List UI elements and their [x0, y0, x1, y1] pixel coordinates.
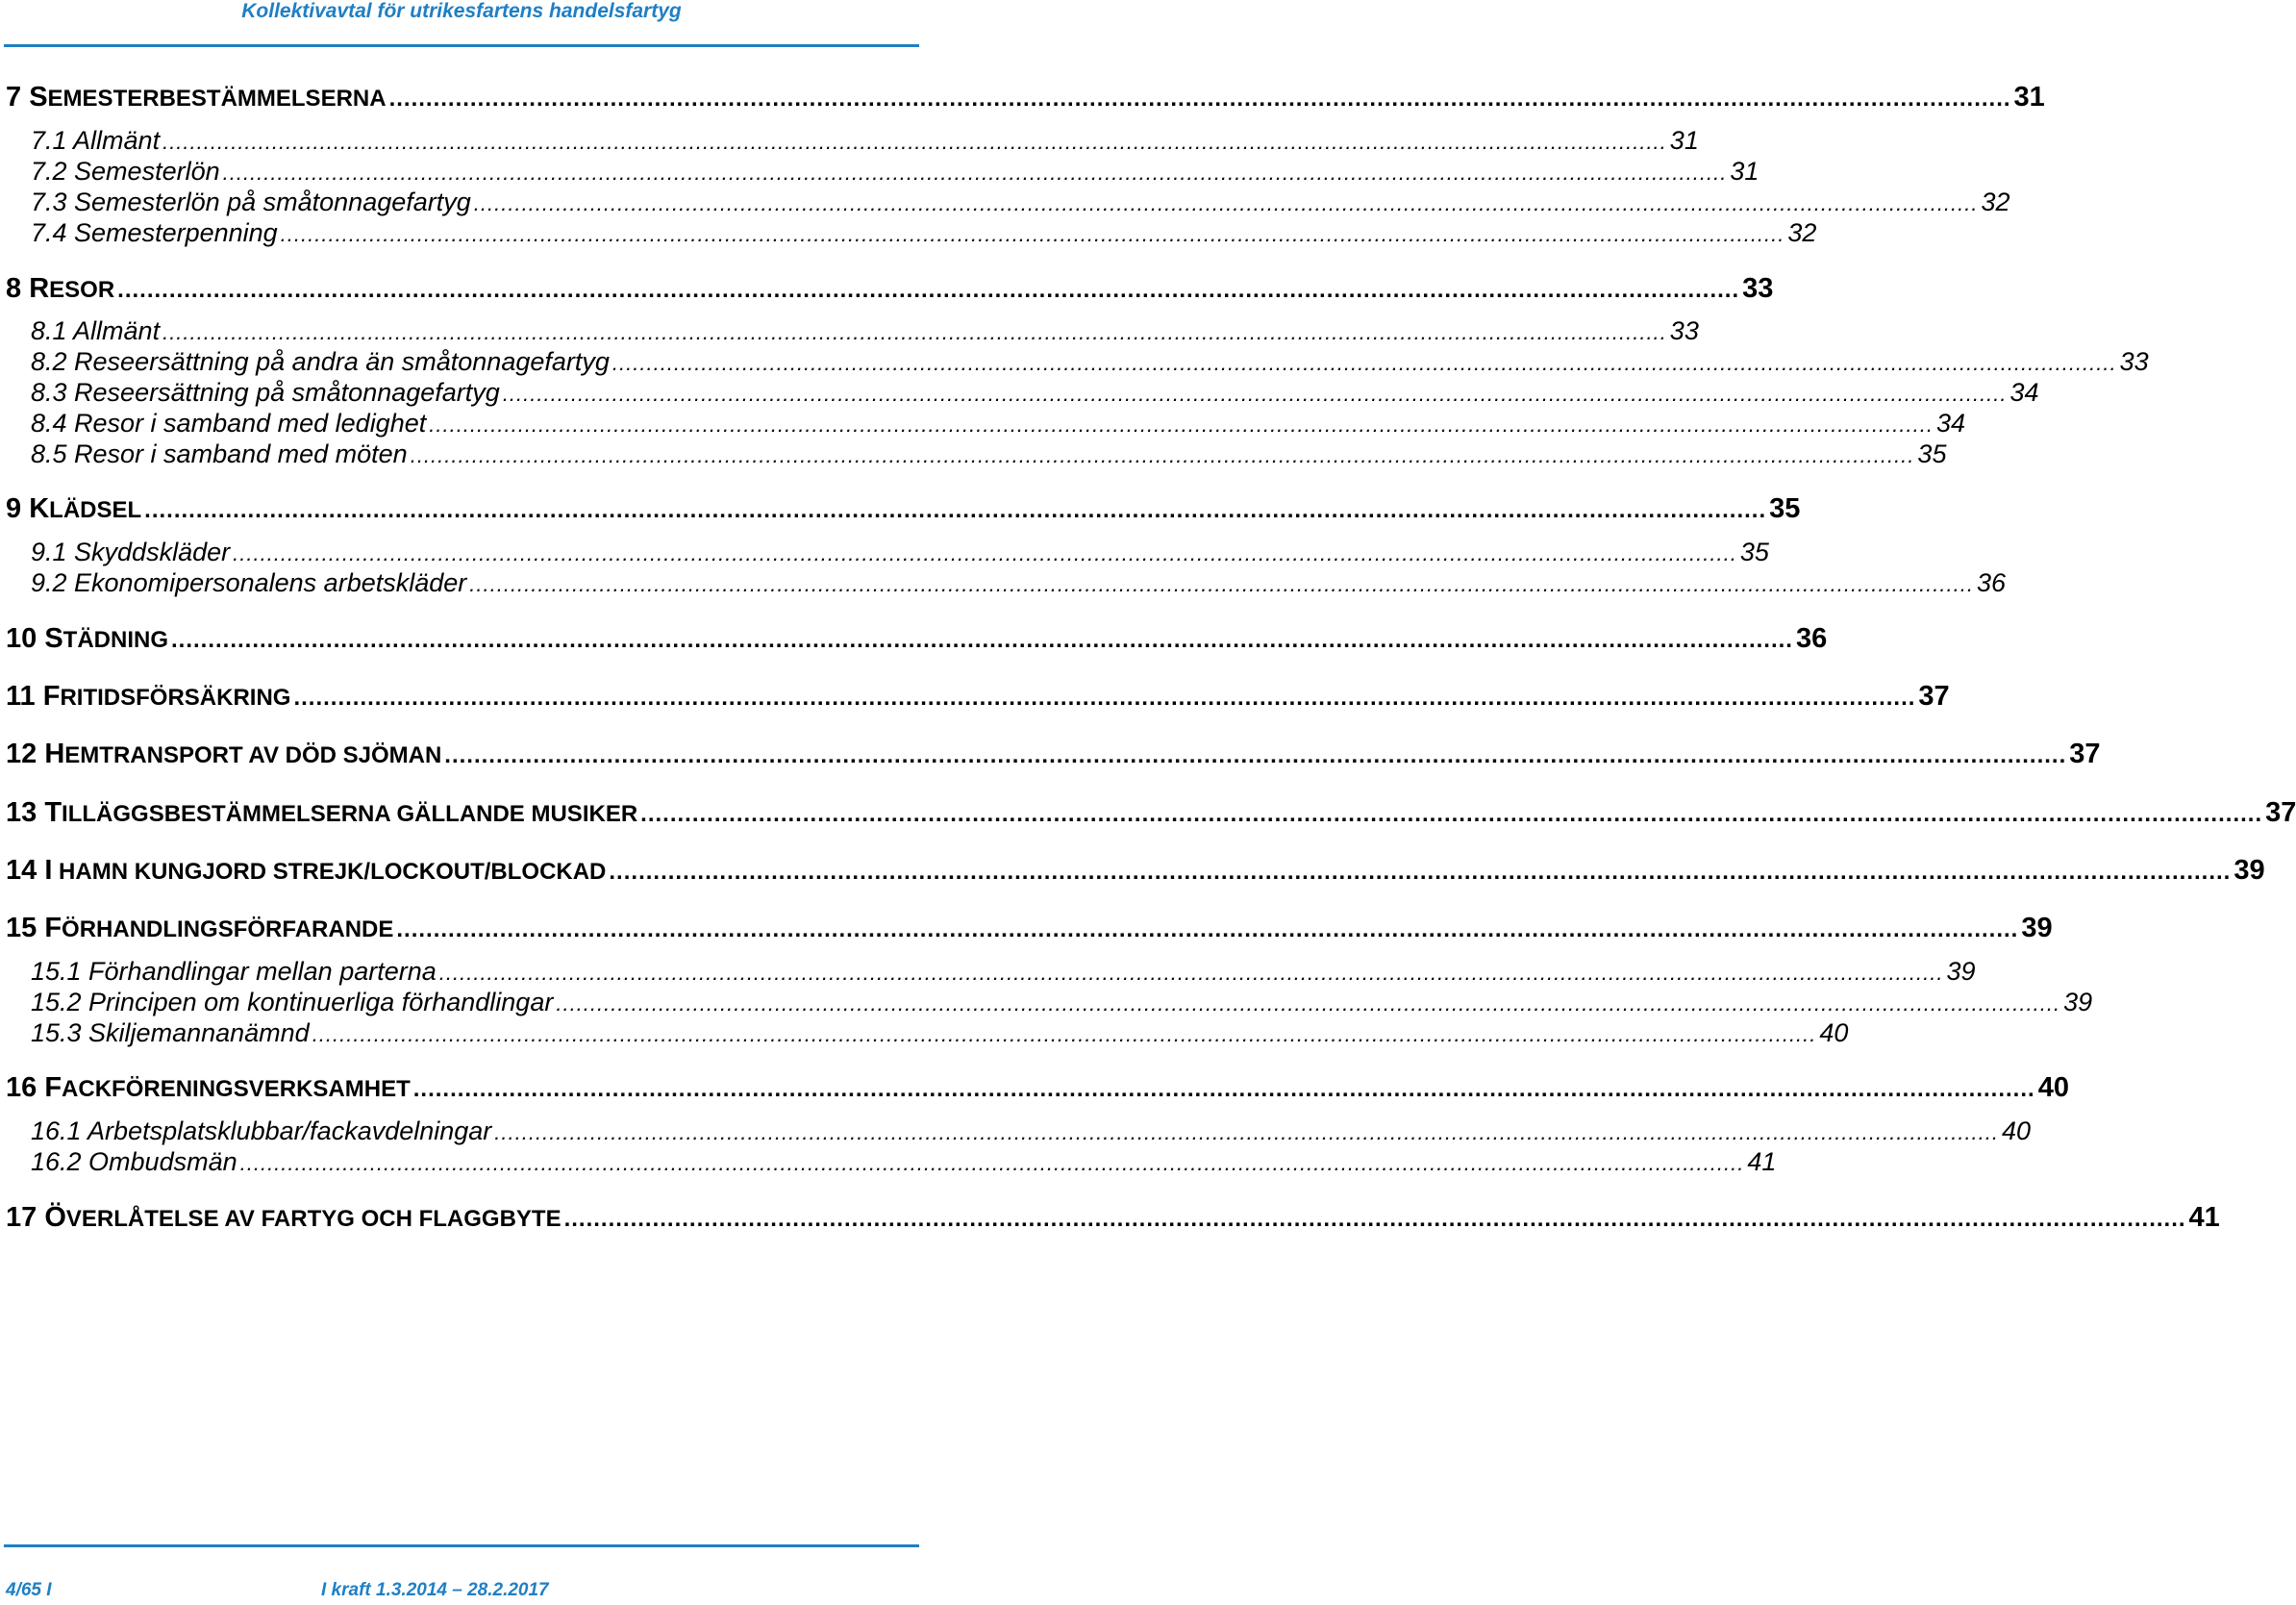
toc-entry-title: 7.3 Semesterlön på småtonnagefartyg [31, 188, 471, 216]
toc-page-number: 39 [1946, 957, 1976, 986]
toc-chapter-entry[interactable] [6, 1069, 2069, 1106]
toc-entry-title [6, 490, 141, 529]
footer-validity-period: I kraft 1.3.2014 – 28.2.2017 [321, 1580, 549, 1600]
toc-section-entry[interactable] [31, 407, 1966, 439]
toc-entry-title [6, 736, 441, 774]
toc-page-number: 40 [1819, 1018, 1849, 1047]
toc-chapter-name: HAMN KUNGJORD STREJK/LOCKOUT/BLOCKAD [52, 859, 607, 885]
toc-dot-leader: ............................................................................................................................................................................................................................ [609, 859, 2232, 885]
toc-section-entry[interactable] [31, 1145, 1777, 1178]
toc-chapter-name: ÖRHANDLINGSFÖRFARANDE [62, 916, 394, 942]
toc-chapter-number: 17 [6, 1202, 37, 1233]
toc-page-number: 33 [1742, 273, 1774, 304]
toc-chapter-number: 8 [6, 273, 22, 304]
toc-section-entry[interactable] [31, 566, 2007, 599]
toc-section-entry[interactable] [31, 955, 1976, 988]
toc-dot-leader: ............................................................................................................................................................................................................................ [117, 277, 1740, 303]
toc-chapter-name: TÄDNING [62, 627, 168, 653]
toc-chapter-number: 15 [6, 913, 37, 943]
toc-chapter-initial: S [44, 623, 63, 654]
toc-page-number: 32 [1981, 188, 2010, 216]
toc-dot-leader: ............................................................................................................................................................................................................................ [494, 1120, 2000, 1144]
toc-dot-leader: ............................................................................................................................................................................................................................ [293, 685, 1916, 711]
toc-dot-leader: ............................................................................................................................................................................................................................ [162, 130, 1667, 154]
toc-chapter-initial: S [29, 82, 48, 113]
toc-entry-title: 15.3 Skiljemannanämnd [31, 1018, 310, 1047]
toc-section-entry[interactable] [31, 986, 2093, 1018]
toc-entry-title [6, 1199, 562, 1238]
toc-section-entry[interactable] [31, 1115, 2032, 1147]
toc-page-number: 39 [2063, 988, 2093, 1016]
toc-section-entry[interactable] [31, 124, 1699, 157]
toc-entry-title: 8.5 Resor i samband med möten [31, 439, 408, 468]
toc-page-number: 40 [2037, 1072, 2069, 1103]
toc-chapter-number: 16 [6, 1072, 37, 1103]
toc-page-number: 36 [1976, 568, 2007, 597]
toc-chapter-entry[interactable] [6, 794, 2296, 831]
toc-chapter-initial: F [42, 681, 61, 712]
toc-entry-title [6, 910, 393, 948]
toc-chapter-name: ILLÄGGSBESTÄMMELSERNA GÄLLANDE MUSIKER [62, 801, 638, 827]
toc-section-entry[interactable] [31, 1016, 1849, 1049]
toc-page-number: 35 [1917, 439, 1947, 468]
toc-page-number: 34 [1935, 409, 1966, 438]
toc-entry-title: 7.1 Allmänt [31, 126, 161, 155]
toc-dot-leader: ............................................................................................................................................................................................................................ [640, 801, 2263, 827]
toc-entry-title [6, 270, 114, 309]
toc-entry-title [6, 678, 290, 716]
toc-chapter-entry[interactable] [6, 490, 1801, 527]
toc-page-number: 35 [1769, 493, 1801, 524]
toc-chapter-initial: K [29, 493, 50, 524]
toc-chapter-entry[interactable] [6, 1199, 2220, 1236]
toc-page-number: 35 [1739, 538, 1769, 566]
toc-chapter-name: RITIDSFÖRSÄKRING [60, 685, 291, 711]
toc-page-number: 41 [2188, 1202, 2220, 1233]
toc-dot-leader: ............................................................................................................................................................................................................................ [388, 86, 2011, 112]
toc-entry-title [6, 79, 387, 117]
running-header-title: Kollektivavtal för utrikesfartens handelsfartyg [241, 0, 682, 22]
toc-dot-leader: ............................................................................................................................................................................................................................ [171, 627, 1793, 653]
toc-chapter-number: 14 [6, 855, 37, 886]
toc-chapter-name: LÄDSEL [49, 497, 142, 523]
toc-page-number: 31 [2013, 82, 2045, 113]
toc-dot-leader: ............................................................................................................................................................................................................................ [444, 742, 2067, 768]
toc-section-entry[interactable] [31, 186, 2010, 218]
footer-divider [4, 1544, 919, 1547]
toc-chapter-initial: F [44, 913, 62, 943]
toc-chapter-number: 7 [6, 82, 22, 113]
toc-page-number: 37 [2265, 797, 2296, 828]
toc-section-entry[interactable] [31, 536, 1769, 568]
toc-chapter-name: EMESTERBESTÄMMELSERNA [47, 86, 387, 112]
toc-page-number: 36 [1795, 623, 1828, 654]
toc-page-number: 40 [2002, 1116, 2032, 1145]
toc-section-entry[interactable] [31, 376, 2039, 409]
toc-page-number: 34 [2009, 378, 2039, 407]
toc-chapter-entry[interactable] [6, 736, 2101, 772]
toc-entry-title: 16.1 Arbetsplatsklubbar/fackavdelningar [31, 1116, 492, 1145]
toc-dot-leader: ............................................................................................................................................................................................................................ [312, 1022, 1817, 1046]
toc-chapter-name: ESOR [49, 277, 115, 303]
toc-page-number: 41 [1747, 1147, 1777, 1176]
toc-chapter-initial: F [44, 1072, 62, 1103]
toc-dot-leader: ............................................................................................................................................................................................................................ [396, 916, 2019, 942]
toc-chapter-name: VERLÅTELSE AV FARTYG OCH FLAGGBYTE [65, 1206, 562, 1232]
toc-page-number: 31 [1669, 126, 1699, 155]
toc-page-number: 32 [1787, 218, 1817, 247]
toc-chapter-entry[interactable] [6, 852, 2265, 889]
toc-chapter-name: EMTRANSPORT AV DÖD SJÖMAN [64, 742, 442, 768]
toc-page-number: 31 [1730, 157, 1759, 186]
toc-entry-title: 8.2 Reseersättning på andra än småtonnagefartyg [31, 347, 610, 376]
toc-entry-title [6, 794, 637, 833]
toc-entry-title: 9.1 Skyddskläder [31, 538, 231, 566]
toc-entry-title: 16.2 Ombudsmän [31, 1147, 237, 1176]
toc-chapter-initial: H [44, 739, 65, 769]
toc-page-number: 37 [2069, 739, 2101, 769]
toc-chapter-entry[interactable] [6, 678, 1950, 715]
toc-dot-leader: ............................................................................................................................................................................................................................ [473, 191, 1979, 215]
toc-chapter-number: 12 [6, 739, 37, 769]
toc-section-entry[interactable] [31, 438, 1947, 470]
toc-section-entry[interactable] [31, 314, 1699, 347]
toc-page-number: 39 [2021, 913, 2053, 943]
toc-dot-leader: ............................................................................................................................................................................................................................ [563, 1206, 2186, 1232]
toc-dot-leader: ............................................................................................................................................................................................................................ [144, 497, 1767, 523]
toc-section-entry[interactable] [31, 345, 2149, 378]
toc-entry-title: 15.1 Förhandlingar mellan parterna [31, 957, 437, 986]
toc-chapter-initial: Ö [44, 1202, 66, 1233]
toc-entry-title [6, 1069, 411, 1108]
toc-dot-leader: ............................................................................................................................................................................................................................ [412, 1076, 2035, 1102]
toc-dot-leader: ............................................................................................................................................................................................................................ [438, 961, 1944, 985]
header-divider [4, 44, 919, 47]
toc-dot-leader: ............................................................................................................................................................................................................................ [469, 572, 1974, 596]
toc-entry-title: 8.3 Reseersättning på småtonnagefartyg [31, 378, 500, 407]
toc-entry-title [6, 852, 606, 890]
toc-entry-title: 15.2 Principen om kontinuerliga förhandlingar [31, 988, 554, 1016]
toc-chapter-name: ACKFÖRENINGSVERKSAMHET [62, 1076, 411, 1102]
toc-chapter-number: 9 [6, 493, 22, 524]
toc-dot-leader: ............................................................................................................................................................................................................................ [410, 443, 1915, 467]
page-footer [0, 1579, 923, 1602]
toc-page-number: 33 [1669, 316, 1699, 345]
toc-chapter-entry[interactable] [6, 620, 1828, 657]
toc-entry-title [6, 620, 168, 659]
toc-dot-leader: ............................................................................................................................................................................................................................ [222, 161, 1728, 185]
toc-chapter-initial: R [29, 273, 50, 304]
toc-entry-title: 8.1 Allmänt [31, 316, 161, 345]
toc-dot-leader: ............................................................................................................................................................................................................................ [233, 541, 1737, 565]
toc-chapter-number: 11 [6, 681, 36, 712]
toc-section-entry[interactable] [31, 155, 1759, 188]
toc-chapter-entry[interactable] [6, 270, 1774, 307]
toc-dot-leader: ............................................................................................................................................................................................................................ [280, 222, 1785, 246]
toc-page-number: 37 [1918, 681, 1950, 712]
toc-entry-title: 7.2 Semesterlön [31, 157, 220, 186]
toc-chapter-entry[interactable] [6, 910, 2053, 946]
toc-section-entry[interactable] [31, 216, 1817, 249]
toc-chapter-number: 13 [6, 797, 37, 828]
toc-chapter-initial: I [44, 855, 53, 886]
toc-dot-leader: ............................................................................................................................................................................................................................ [429, 413, 1934, 437]
toc-chapter-entry[interactable] [6, 79, 2045, 115]
toc-chapter-number: 10 [6, 623, 37, 654]
toc-entry-title: 9.2 Ekonomipersonalens arbetskläder [31, 568, 467, 597]
toc-entry-title: 7.4 Semesterpenning [31, 218, 278, 247]
toc-page-number: 33 [2119, 347, 2149, 376]
toc-page-number: 39 [2234, 855, 2265, 886]
footer-page-indicator: 4/65 I [6, 1580, 52, 1600]
toc-dot-leader: ............................................................................................................................................................................................................................ [611, 351, 2117, 375]
toc-dot-leader: ............................................................................................................................................................................................................................ [162, 320, 1667, 344]
toc-dot-leader: ............................................................................................................................................................................................................................ [502, 382, 2008, 406]
toc-dot-leader: ............................................................................................................................................................................................................................ [556, 991, 2061, 1016]
toc-dot-leader: ............................................................................................................................................................................................................................ [239, 1151, 1745, 1175]
toc-entry-title: 8.4 Resor i samband med ledighet [31, 409, 427, 438]
toc-chapter-initial: T [44, 797, 62, 828]
